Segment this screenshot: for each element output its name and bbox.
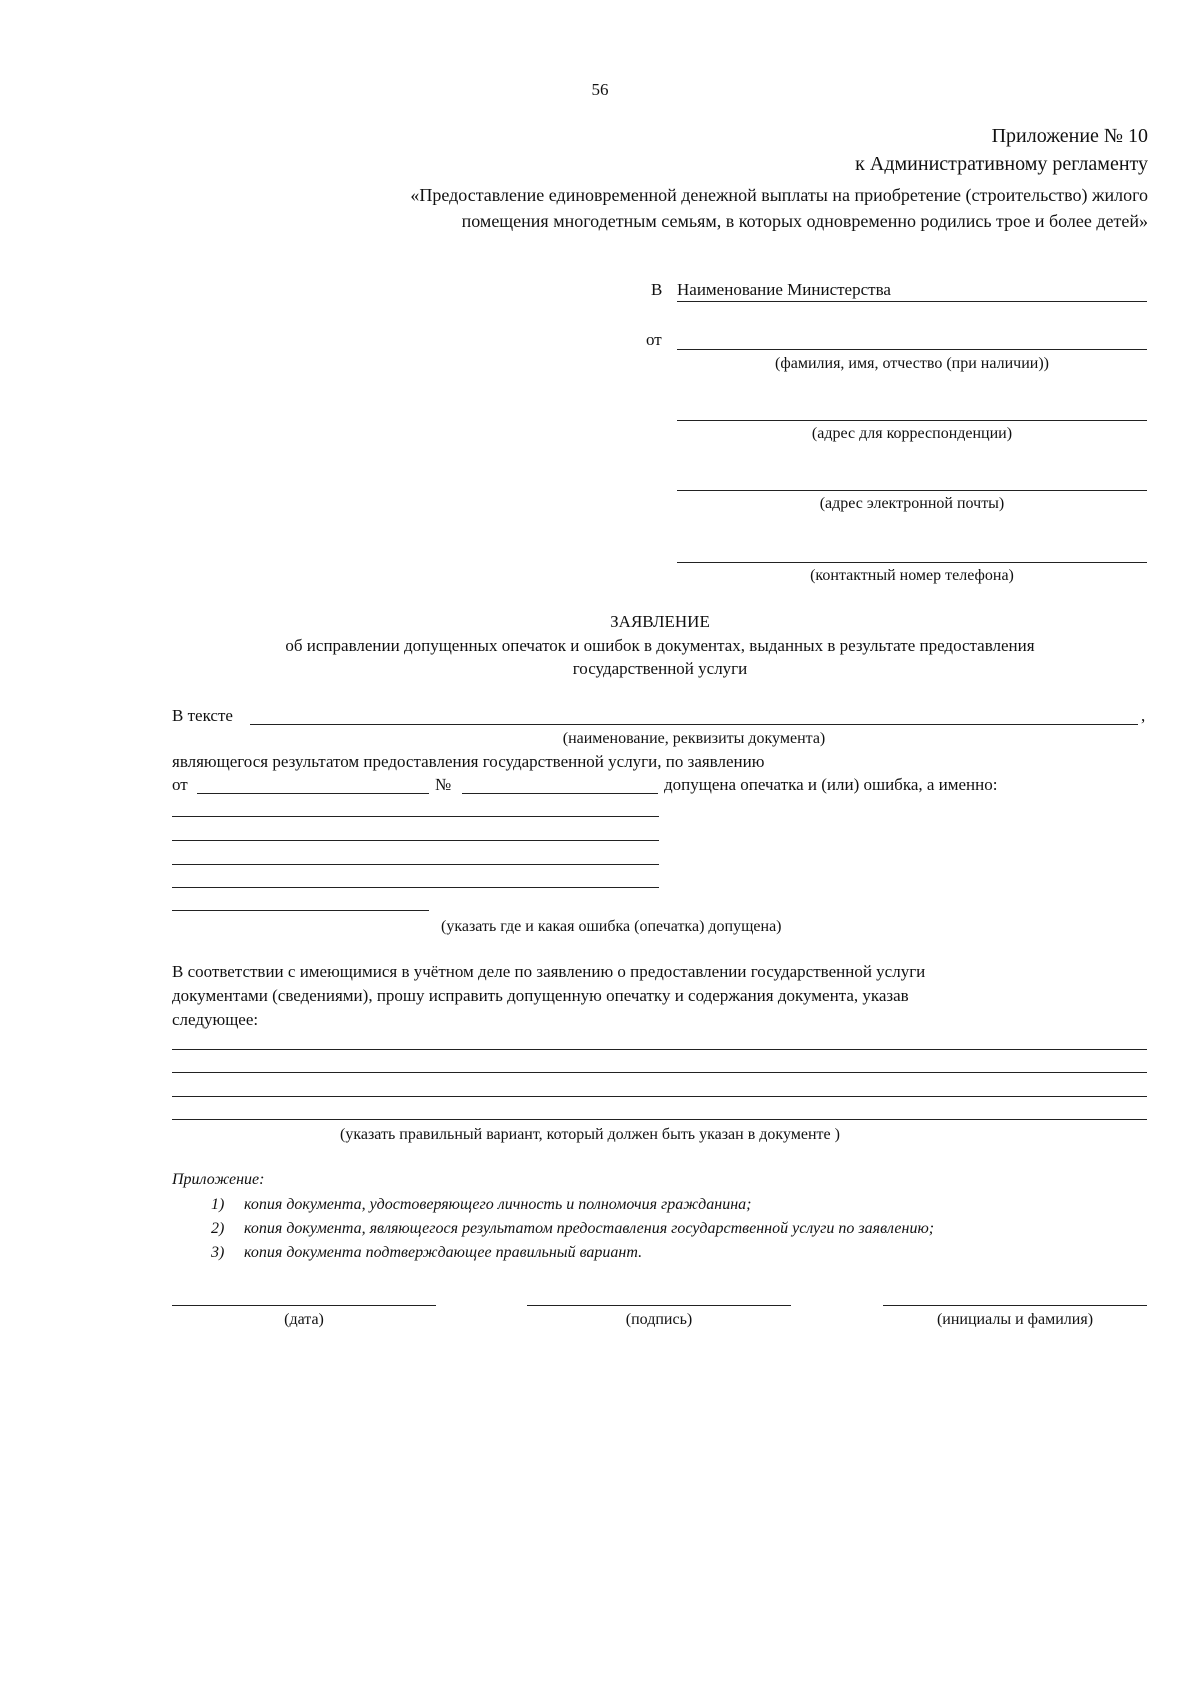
correction-line-3[interactable] [172, 1096, 1147, 1097]
address-line[interactable] [677, 420, 1147, 421]
appendix-number: Приложение № 10 [991, 125, 1148, 147]
error-text: допущена опечатка и (или) ошибка, а именно: [664, 775, 998, 794]
appendix-reference: к Административному регламенту [855, 153, 1148, 175]
from-prefix: от [646, 330, 662, 349]
regulation-title-line2: помещения многодетным семьям, в которых одновременно родились трое и более детей» [461, 211, 1148, 231]
correction-line-4[interactable] [172, 1119, 1147, 1120]
caption-initials: (инициалы и фамилия) [936, 1311, 1094, 1328]
number-label: № [435, 775, 452, 794]
attachment-item-2: копия документа, являющегося результатом предоставления государственной услуги по заявлению; [244, 1220, 935, 1237]
application-date-line[interactable] [197, 793, 429, 794]
attachment-num-2: 2) [211, 1220, 225, 1237]
initials-line[interactable] [883, 1305, 1147, 1306]
paragraph-line2: документами (сведениями), прошу исправить допущенную опечатку и содержания документа, указав [172, 986, 909, 1005]
attachment-num-3: 3) [211, 1244, 225, 1261]
attachment-item-1: копия документа, удостоверяющего личность и полномочия гражданина; [244, 1196, 752, 1213]
caption-applicant-name: (фамилия, имя, отчество (при наличии)) [775, 355, 1049, 372]
applicant-name-line[interactable] [677, 349, 1147, 350]
error-line-5[interactable] [172, 910, 429, 911]
comma: , [1141, 706, 1146, 725]
to-prefix: В [651, 280, 663, 299]
error-line-1[interactable] [172, 816, 659, 817]
caption-document: (наименование, реквизиты документа) [562, 730, 826, 747]
error-line-2[interactable] [172, 840, 659, 841]
attachment-item-3: копия документа подтверждающее правильный вариант. [244, 1244, 643, 1261]
from-date-label: от [172, 775, 188, 794]
paragraph-line1: В соответствии с имеющимися в учётном деле по заявлению о предоставлении государственной услуги [172, 962, 926, 981]
ministry-name: Наименование Министерства [677, 280, 891, 299]
attachments-heading: Приложение: [172, 1171, 265, 1188]
title-sub-line2: государственной услуги [572, 659, 748, 678]
email-line[interactable] [677, 490, 1147, 491]
caption-error: (указать где и какая ошибка (опечатка) допущена) [441, 918, 782, 935]
caption-correction: (указать правильный вариант, который должен быть указан в документе ) [340, 1126, 840, 1143]
caption-email: (адрес электронной почты) [819, 495, 1005, 512]
caption-signature: (подпись) [625, 1311, 693, 1328]
document-name-line[interactable] [250, 724, 1138, 725]
signature-line[interactable] [527, 1305, 791, 1306]
title-sub-line1: об исправлении допущенных опечаток и ошибок в документах, выданных в результате предоставления [285, 636, 1035, 655]
application-number-line[interactable] [462, 793, 658, 794]
error-line-3[interactable] [172, 864, 659, 865]
to-field-line[interactable] [677, 301, 1147, 302]
correction-line-1[interactable] [172, 1049, 1147, 1050]
error-line-4[interactable] [172, 887, 659, 888]
result-line-text: являющегося результатом предоставления государственной услуги, по заявлению [172, 752, 765, 771]
caption-address: (адрес для корреспонденции) [811, 425, 1013, 442]
caption-phone: (контактный номер телефона) [810, 567, 1014, 584]
caption-date: (дата) [284, 1311, 324, 1328]
phone-line[interactable] [677, 562, 1147, 563]
paragraph-line3: следующее: [172, 1010, 259, 1029]
page-number: 56 [591, 80, 609, 99]
correction-line-2[interactable] [172, 1072, 1147, 1073]
in-text-label: В тексте [172, 706, 233, 725]
title-main: ЗАЯВЛЕНИЕ [610, 612, 710, 631]
date-line[interactable] [172, 1305, 436, 1306]
regulation-title-line1: «Предоставление единовременной денежной выплаты на приобретение (строительство) жилого [410, 185, 1148, 205]
attachment-num-1: 1) [211, 1196, 225, 1213]
